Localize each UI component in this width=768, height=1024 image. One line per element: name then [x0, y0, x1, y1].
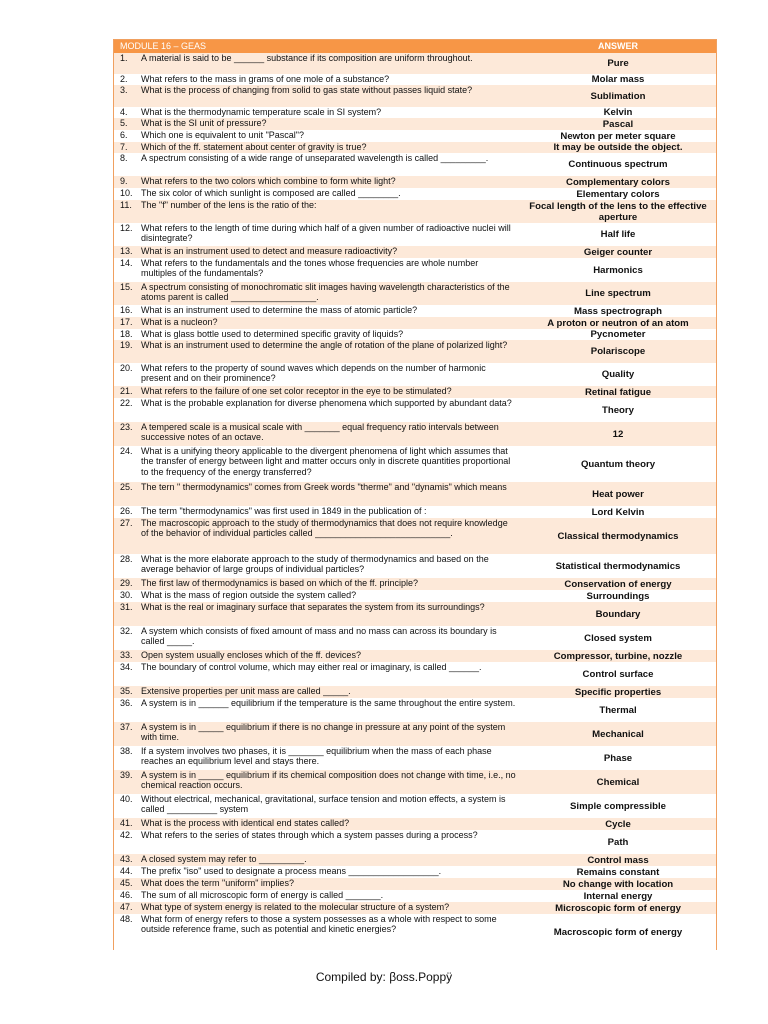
table-row	[114, 317, 716, 329]
question-text: A closed system may refer to _________.	[141, 854, 307, 864]
answer-text: Microscopic form of energy	[555, 902, 681, 914]
question-text: What is a unifying theory applicable to the divergent phenomena of light which assumes that the transfer of energy between light and matter occurs only in discrete quantities proportional to the frequency of the energy transferred?	[141, 446, 511, 477]
answer-text: Conservation of energy	[564, 578, 672, 590]
table-row	[114, 650, 716, 662]
answer-text: Chemical	[596, 776, 640, 788]
table-row	[114, 398, 716, 422]
answer-text: Mechanical	[592, 728, 644, 740]
table-row	[114, 698, 716, 722]
question-number: 18.	[120, 329, 133, 339]
table-header	[114, 40, 716, 53]
table-row	[114, 830, 716, 854]
question-text: What form of energy refers to those a system possesses as a whole with respect to some outside reference frame, such as potential and kinetic energies?	[141, 914, 497, 935]
module-title: MODULE 16 – GEAS	[120, 41, 207, 51]
answer-text: Elementary colors	[576, 188, 660, 200]
question-text: A system is in _____ equilibrium if there is no change in pressure at any point of the system with time.	[141, 722, 506, 743]
question-number: 27.	[120, 518, 133, 528]
table-row	[114, 518, 716, 554]
question-number: 41.	[120, 818, 133, 828]
answer-text: A proton or neutron of an atom	[547, 317, 689, 329]
answer-text: Newton per meter square	[560, 130, 676, 142]
question-text: A system is in _____ equilibrium if its chemical composition does not change with time, i.e., no chemical reaction occurs.	[141, 770, 516, 791]
question-text: What is the thermodynamic temperature scale in SI system?	[141, 107, 382, 117]
table-row	[114, 386, 716, 398]
table-row	[114, 578, 716, 590]
question-number: 7.	[120, 142, 128, 152]
question-text: What is the SI unit of pressure?	[141, 118, 267, 128]
question-text: What type of system energy is related to the molecular structure of a system?	[141, 902, 450, 912]
question-text: Which one is equivalent to unit "Pascal"?	[141, 130, 304, 140]
question-text: The term "thermodynamics" was first used in 1849 in the publication of :	[141, 506, 427, 516]
table-row	[114, 282, 716, 305]
table-row	[114, 554, 716, 578]
table-row	[114, 686, 716, 698]
question-text: A spectrum consisting of a wide range of unseparated wavelength is called _________.	[141, 153, 489, 163]
question-number: 34.	[120, 662, 133, 672]
answer-text: Geiger counter	[583, 246, 653, 258]
question-number: 46.	[120, 890, 133, 900]
question-text: What is an instrument used to determine the mass of atomic particle?	[141, 305, 418, 315]
table-row	[114, 746, 716, 770]
question-number: 29.	[120, 578, 133, 588]
question-number: 42.	[120, 830, 133, 840]
table-row	[114, 422, 716, 446]
question-text: What is the real or imaginary surface that separates the system from its surroundings?	[141, 602, 485, 612]
table-row	[114, 53, 716, 74]
question-text: What refers to the series of states through which a system passes during a process?	[141, 830, 478, 840]
question-number: 3.	[120, 85, 128, 95]
question-text: A material is said to be ______ substance if its composition are uniform throughout.	[141, 53, 473, 63]
table-row	[114, 914, 716, 950]
question-text: What is an instrument used to determine the angle of rotation of the plane of polarized light?	[141, 340, 508, 350]
question-number: 19.	[120, 340, 133, 350]
question-number: 2.	[120, 74, 128, 84]
table-row	[114, 153, 716, 176]
question-text: The prefix "iso" used to designate a process means __________________.	[141, 866, 442, 876]
question-number: 26.	[120, 506, 133, 516]
question-number: 24.	[120, 446, 133, 456]
question-text: What refers to the length of time during which half of a given number of radioactive nuclei will disintegrate?	[141, 223, 511, 244]
answer-text: Pycnometer	[590, 329, 646, 340]
answer-text: Compressor, turbine, nozzle	[553, 650, 683, 662]
answer-text: Lord Kelvin	[591, 506, 645, 518]
table-row	[114, 626, 716, 650]
table-row	[114, 902, 716, 914]
question-text: Open system usually encloses which of the ff. devices?	[141, 650, 361, 660]
table-row	[114, 722, 716, 746]
question-number: 9.	[120, 176, 128, 186]
question-number: 22.	[120, 398, 133, 408]
table-row	[114, 223, 716, 246]
answer-text: Kelvin	[603, 107, 633, 118]
answer-text: Statistical thermodynamics	[555, 560, 681, 572]
question-text: If a system involves two phases, it is _______ equilibrium when the mass of each phase reaches an equilibrium level and stays there.	[141, 746, 492, 767]
answer-text: Boundary	[595, 608, 641, 620]
table-row	[114, 662, 716, 686]
table-row	[114, 818, 716, 830]
question-number: 32.	[120, 626, 133, 636]
answer-text: Surroundings	[586, 590, 650, 602]
question-text: What refers to the two colors which combine to form white light?	[141, 176, 396, 186]
answer-text: Classical thermodynamics	[557, 530, 679, 542]
answer-text: Harmonics	[593, 264, 643, 276]
question-text: Extensive properties per unit mass are called _____.	[141, 686, 351, 696]
question-number: 43.	[120, 854, 133, 864]
table-row	[114, 130, 716, 142]
answer-text: Molar mass	[591, 74, 645, 85]
answer-text: Line spectrum	[585, 288, 651, 299]
table-row	[114, 329, 716, 340]
table-row	[114, 340, 716, 363]
table-row	[114, 74, 716, 85]
question-text: The sum of all microscopic form of energy is called _______.	[141, 890, 384, 900]
answer-text: Retinal fatigue	[584, 386, 652, 398]
answer-text: Complementary colors	[566, 176, 670, 188]
question-number: 8.	[120, 153, 128, 163]
question-text: What is the more elaborate approach to the study of thermodynamics and based on the average behavior of large groups of individual particles?	[141, 554, 489, 575]
answer-text: Control surface	[582, 668, 654, 680]
question-number: 35.	[120, 686, 133, 696]
answer-text: Macroscopic form of energy	[553, 926, 683, 938]
answer-text: 12	[612, 428, 624, 440]
question-text: The macroscopic approach to the study of thermodynamics that does not require knowledge of the behavior of individual particles called ___________________________.	[141, 518, 508, 539]
answer-text: Remains constant	[576, 866, 660, 878]
answer-text: Heat power	[592, 488, 644, 500]
answer-text: Cycle	[605, 818, 631, 830]
question-text: What is the probable explanation for diverse phenomena which supported by abundant data?	[141, 398, 512, 408]
question-text: Without electrical, mechanical, gravitational, surface tension and motion effects, a system is called __________ system	[141, 794, 506, 815]
question-number: 17.	[120, 317, 133, 327]
table-row	[114, 363, 716, 386]
table-row	[114, 890, 716, 902]
table-row	[114, 176, 716, 188]
question-number: 11.	[120, 200, 132, 210]
table-row	[114, 878, 716, 890]
table-row	[114, 590, 716, 602]
question-text: The tern " thermodynamics" comes from Greek words "therme" and "dynamis" which means	[141, 482, 507, 492]
answer-text: Sublimation	[590, 90, 646, 102]
answer-text: Mass spectrograph	[574, 305, 662, 317]
table-row	[114, 188, 716, 200]
table-row	[114, 506, 716, 518]
question-number: 48.	[120, 914, 133, 924]
question-text: What is the process with identical end states called?	[141, 818, 350, 828]
answer-text: Continuous spectrum	[568, 159, 668, 170]
question-text: What is the process of changing from solid to gas state without passes liquid state?	[141, 85, 473, 95]
question-text: What refers to the property of sound waves which depends on the number of harmonic present and on their prominence?	[141, 363, 486, 384]
question-text: The "f" number of the lens is the ratio of the:	[141, 200, 317, 210]
answer-text: Quality	[601, 369, 635, 380]
question-number: 12.	[120, 223, 133, 233]
question-number: 10.	[120, 188, 133, 198]
question-text: The boundary of control volume, which may either real or imaginary, is called ______.	[141, 662, 482, 672]
answer-text: Closed system	[584, 632, 652, 644]
question-number: 15.	[120, 282, 133, 292]
table-row	[114, 482, 716, 506]
answer-text: No change with location	[562, 878, 674, 890]
answer-text: Theory	[602, 404, 634, 416]
question-number: 40.	[120, 794, 133, 804]
answer-text: Quantum theory	[580, 458, 656, 470]
question-number: 5.	[120, 118, 128, 128]
table-row	[114, 85, 716, 107]
answer-text: Internal energy	[583, 890, 653, 902]
table-row	[114, 246, 716, 258]
question-number: 4.	[120, 107, 128, 117]
question-number: 20.	[120, 363, 133, 373]
question-text: What does the term "uniform" implies?	[141, 878, 294, 888]
question-text: Which of the ff. statement about center of gravity is true?	[141, 142, 367, 152]
question-text: A spectrum consisting of monochromatic slit images having wavelength characteristics of the atoms parent is called _________________.	[141, 282, 510, 303]
question-number: 33.	[120, 650, 133, 660]
question-number: 44.	[120, 866, 133, 876]
question-text: The first law of thermodynamics is based on which of the ff. principle?	[141, 578, 418, 588]
table-row	[114, 854, 716, 866]
question-text: What is glass bottle used to determined specific gravity of liquids?	[141, 329, 404, 339]
answer-text: Polariscope	[590, 346, 646, 357]
question-number: 14.	[120, 258, 133, 268]
question-text: What is an instrument used to detect and measure radioactivity?	[141, 246, 398, 256]
answer-text: It may be outside the object.	[553, 142, 683, 153]
answer-text: Half life	[600, 229, 636, 240]
question-number: 31.	[120, 602, 133, 612]
question-number: 23.	[120, 422, 133, 432]
question-text: What refers to the mass in grams of one mole of a substance?	[141, 74, 390, 84]
question-number: 37.	[120, 722, 133, 732]
question-number: 39.	[120, 770, 133, 780]
question-text: A tempered scale is a musical scale with _______ equal frequency ratio intervals between successive notes of an octave.	[141, 422, 499, 443]
compiled-by-footer: Compiled by: βoss.Poppÿ	[315, 970, 453, 984]
answer-text: Pure	[607, 58, 629, 69]
question-text: What refers to the fundamentals and the tones whose frequencies are whole number multiples of the fundamentals?	[141, 258, 479, 279]
table-row	[114, 602, 716, 626]
table-row	[114, 258, 716, 282]
answer-text: Path	[607, 836, 629, 848]
question-number: 25.	[120, 482, 133, 492]
answer-text: Focal length of the lens to the effective aperture	[529, 200, 707, 223]
question-number: 13.	[120, 246, 133, 256]
table-row	[114, 107, 716, 118]
question-text: What is a nucleon?	[141, 317, 218, 327]
question-number: 36.	[120, 698, 133, 708]
question-text: A system which consists of fixed amount of mass and no mass can across its boundary is called _____.	[141, 626, 497, 647]
quiz-table	[113, 39, 717, 950]
answer-column-header: ANSWER	[598, 41, 638, 51]
table-row	[114, 305, 716, 317]
answer-text: Specific properties	[574, 686, 662, 698]
table-row	[114, 794, 716, 818]
answer-text: Control mass	[587, 854, 649, 866]
table-row	[114, 142, 716, 153]
answer-text: Simple compressible	[570, 800, 666, 812]
question-text: A system is in ______ equilibrium if the temperature is the same throughout the entire system.	[141, 698, 516, 708]
table-row	[114, 446, 716, 482]
question-number: 38.	[120, 746, 133, 756]
question-text: The six color of which sunlight is composed are called ________.	[141, 188, 401, 198]
question-number: 45.	[120, 878, 133, 888]
question-number: 6.	[120, 130, 128, 140]
question-number: 28.	[120, 554, 133, 564]
answer-text: Phase	[603, 752, 633, 764]
question-number: 30.	[120, 590, 133, 600]
question-text: What refers to the failure of one set color receptor in the eye to be stimulated?	[141, 386, 452, 396]
table-row	[114, 770, 716, 794]
question-number: 21.	[120, 386, 133, 396]
question-number: 47.	[120, 902, 133, 912]
table-row	[114, 118, 716, 130]
question-number: 1.	[120, 53, 128, 63]
table-row	[114, 200, 716, 223]
question-text: What is the mass of region outside the system called?	[141, 590, 357, 600]
answer-text: Pascal	[602, 118, 634, 130]
question-number: 16.	[120, 305, 133, 315]
table-row	[114, 866, 716, 878]
answer-text: Thermal	[599, 704, 637, 716]
